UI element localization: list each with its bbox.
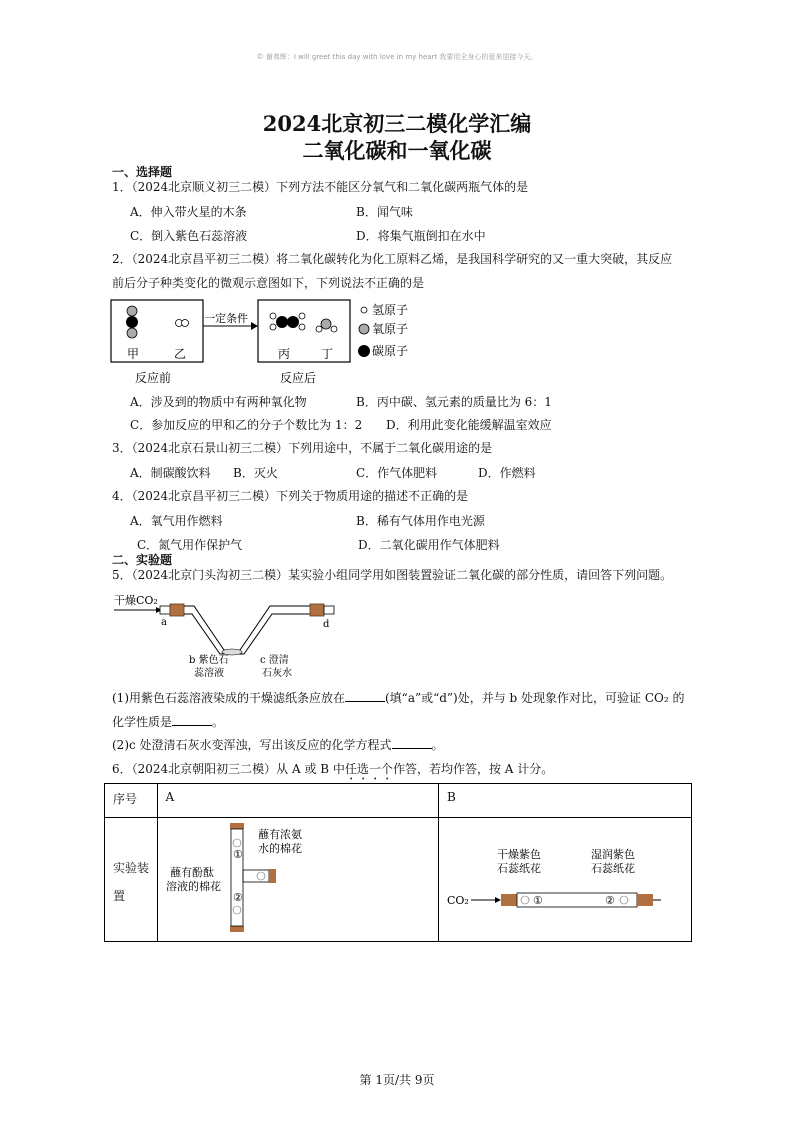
q2-option-c: C．参加反应的甲和乙的分子个数比为 1：2 — [130, 418, 363, 432]
legend-h-icon — [361, 307, 367, 313]
svg-text:②: ② — [605, 894, 615, 907]
q3-option-c: C．作气体肥料 — [356, 466, 438, 480]
label-jia: 甲 — [127, 347, 140, 361]
header-a: A — [157, 784, 438, 818]
q4-option-a: A．氧气用作燃料 — [130, 514, 223, 528]
svg-text:溶液的棉花: 溶液的棉花 — [165, 880, 221, 893]
q3-option-b: B．灭火 — [233, 466, 278, 480]
row-label: 实验装 置 — [105, 818, 158, 942]
svg-text:水的棉花: 水的棉花 — [257, 842, 302, 855]
label-after: 反应后 — [280, 371, 317, 385]
blank-3[interactable] — [392, 748, 432, 749]
label-c-line2: 石灰水 — [262, 668, 292, 679]
label-a: a — [161, 617, 167, 628]
before-box — [111, 300, 203, 362]
svg-text:石蕊纸花: 石蕊纸花 — [591, 862, 635, 875]
q6-table — [104, 783, 692, 942]
q2-stem-line1: 2．（2024北京昌平初三二模）将二氧化碳转化为化工原料乙烯，是我国科学研究的又一重大突破，其反应 — [112, 252, 673, 266]
svg-text:蘸有浓氨: 蘸有浓氨 — [257, 828, 302, 841]
q1-option-c: C．倒入紫色石蕊溶液 — [130, 229, 248, 243]
label-d: d — [323, 619, 330, 630]
label-ding: 丁 — [321, 347, 334, 361]
label-b-line1: b 紫色石 — [189, 655, 229, 666]
q5-part1-line1: (1)用紫色石蕊溶液染成的干燥滤纸条应放在 (填“a”或“d”)处，并与 b 处现象作对比，可验证 CO₂ 的 — [112, 691, 685, 705]
doc-title: 2024北京初三二模化学汇编 — [262, 111, 532, 136]
stopper-right — [310, 604, 324, 616]
q1-stem: 1．（2024北京顺义初三二模）下列方法不能区分氧气和二氧化碳两瓶气体的是 — [112, 180, 529, 194]
q5-w-tube-diagram — [112, 592, 352, 684]
doc-subtitle: 二氧化碳和一氧化碳 — [302, 138, 492, 163]
q1-option-a: A．伸入带火星的木条 — [130, 205, 247, 219]
q3-option-d: D．作燃料 — [478, 466, 536, 480]
page-footer: 第 1页/共 9页 — [359, 1073, 435, 1087]
q4-option-d: D．二氧化碳用作气体肥料 — [358, 538, 500, 552]
q5-part1-line2: 化学性质是 。 — [112, 715, 225, 729]
legend-o: 氧原子 — [372, 322, 409, 336]
apparatus-b-diagram — [439, 818, 691, 938]
label-bing: 丙 — [278, 347, 291, 361]
svg-text:①: ① — [232, 848, 243, 861]
svg-text:②: ② — [232, 891, 243, 904]
q4-stem: 4．（2024北京昌平初三二模）下列关于物质用途的描述不正确的是 — [112, 489, 469, 503]
q2-reaction-diagram — [110, 298, 430, 390]
q4-option-b: B．稀有气体用作电光源 — [356, 514, 485, 528]
blank-1[interactable] — [345, 701, 385, 702]
legend-o-icon — [359, 324, 369, 334]
label-c-line1: c 澄清 — [260, 655, 289, 666]
stopper-left — [170, 604, 184, 616]
q2-option-d: D．利用此变化能缓解温室效应 — [386, 418, 552, 432]
q2-stem-line2: 前后分子种类变化的微观示意图如下，下列说法不正确的是 — [112, 276, 425, 290]
svg-text:CO₂: CO₂ — [447, 894, 469, 907]
cell-apparatus-a — [157, 818, 438, 942]
svg-text:蘸有酚酞: 蘸有酚酞 — [169, 866, 214, 879]
legend-c-icon — [358, 345, 370, 357]
cell-apparatus-b — [439, 818, 692, 942]
svg-text:石蕊纸花: 石蕊纸花 — [497, 862, 541, 875]
section-experiment: 二、实验题 — [112, 553, 173, 567]
svg-text:干燥紫色: 干燥紫色 — [497, 848, 541, 861]
svg-text:湿润紫色: 湿润紫色 — [591, 848, 635, 861]
q3-stem: 3．（2024北京石景山初三二模）下列用途中，不属于二氧化碳用途的是 — [112, 441, 493, 455]
q4-option-c: C．氮气用作保护气 — [137, 538, 243, 552]
legend-c: 碳原子 — [372, 344, 409, 358]
legend-h: 氢原子 — [372, 303, 409, 317]
section-choice: 一、选择题 — [112, 165, 173, 179]
q3-option-a: A．制碳酸饮料 — [130, 466, 211, 480]
q1-option-b: B．闻气味 — [356, 205, 413, 219]
inlet-label: 干燥CO₂ — [114, 594, 158, 607]
watermark: © 谢弗辉：I will greet this day with love in my heart 我要用全身心的爱来迎接今天。 — [256, 53, 538, 61]
header-b: B — [439, 784, 692, 818]
header-seq: 序号 — [105, 784, 158, 818]
q1-option-d: D．将集气瓶倒扣在水中 — [356, 229, 486, 243]
label-yi: 乙 — [174, 347, 187, 361]
q5-stem: 5．（2024北京门头沟初三二模）某实验小组同学用如图装置验证二氧化碳的部分性质，请回答下列问题。 — [112, 568, 673, 582]
label-b-line2: 蕊溶液 — [194, 668, 224, 679]
apparatus-a-diagram — [158, 818, 433, 938]
condition-label: 一定条件 — [204, 312, 248, 325]
blank-2[interactable] — [172, 725, 212, 726]
q5-part2: (2)c 处澄清石灰水变浑浊，写出该反应的化学方程式 。 — [112, 738, 444, 752]
svg-text:①: ① — [533, 894, 543, 907]
q6-stem: 6．（2024北京朝阳初三二模）从 A 或 B 中任选一个作答，若均作答，按 A 计分。 — [112, 762, 554, 776]
q2-option-a: A．涉及到的物质中有两种氧化物 — [130, 395, 307, 409]
q2-option-b: B．丙中碳、氢元素的质量比为 6：1 — [356, 395, 552, 409]
label-before: 反应前 — [135, 371, 172, 385]
